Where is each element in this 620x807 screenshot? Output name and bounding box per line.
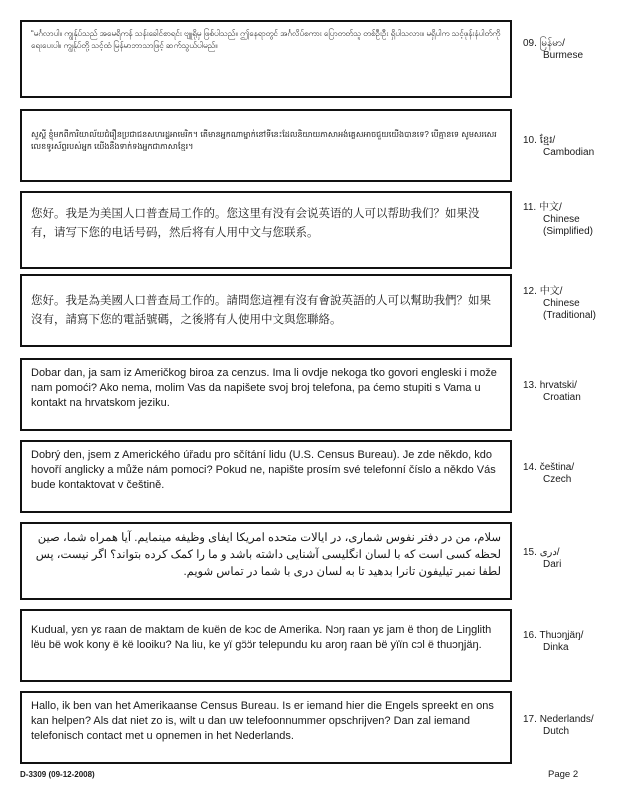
entry-label-dari [523,547,619,571]
entry-language: ខ្មែរ/ [539,135,556,146]
entry-box-dutch [20,691,512,764]
entry-label-chinese-traditional [523,286,603,322]
entry-language: 中文/ [538,202,562,213]
entry-number: 12. [523,286,537,297]
entry-text-czech: Dobrý den, jsem z Amerického úřadu pro sčítání lidu (U.S. Census Bureau). Je zde někdo, kdo hovoří anglicky a může nám pomoci? Pokud ne, napište prosím své telefonní číslo a někdo Vás bude kontaktovat v češtině. [31,449,496,491]
entry-english: Burmese [543,50,584,61]
entry-box-croatian [20,358,512,431]
entry-english: Dutch [543,726,570,737]
entry-label-dinka [523,630,619,654]
entry-number: 10. [523,135,537,146]
entry-language: Nederlands/ [539,714,594,725]
entry-language: hrvatski/ [539,380,577,391]
entry-label-chinese-simplified [523,202,603,238]
entry-text-dari: سلام، من در دفتر نفوس شماری، در ایالات متحده امریکا ایفای وظیفه مینمایم. آیا همراه شما، صین لحظه کسی است که با لسان انگلیسی آشنایی داشته باشد و ما را کمک کرده بتواند؟ اگر نیست، پس لطفا نمبر تیلیفون تانرا بدهید تا به لسان دری با شما در تماس شویم. [35,532,501,578]
entry-box-cambodian [20,109,512,182]
entry-label-cambodian [523,135,619,159]
entry-number: 09. [523,38,537,49]
entry-label-dutch [523,714,619,738]
entry-box-chinese-simplified [20,191,512,269]
page-number: Page 2 [548,769,579,780]
entry-language: 中文/ [539,286,563,297]
entry-label-croatian [523,380,619,404]
entry-english: Chinese (Simplified) [543,214,594,237]
entry-number: 14. [523,462,537,473]
entry-english: Croatian [543,392,581,403]
entry-language: Thuɔŋjäŋ/ [539,630,584,641]
entry-text-cambodian: សួស្តី ខ្ញុំមកពីការិយាល័យជំរឿនប្រជាជនសហរដ្ឋអាមេរិក។ តើមានអ្នកណាម្នាក់នៅទីនេះដែលនិយាយភាសាអង់គ្លេសអាចជួយយើងបានទេ? បើគ្មានទេ សូមសរសេរលេខទូរស័ព្ទរបស់អ្នក យើងនឹងទាក់ទងអ្នកជាភាសាខ្មែរ។ [31,130,497,151]
form-code: D-3309 (09-12-2008) [20,770,95,779]
entry-text-dinka: Kudual, yɛn yɛ raan de maktam de kuën de kɔc de Amerika. Nɔŋ raan yɛ jam ë thoŋ de Liŋglith lëu bë wok kony ë kë looiku? Na liu, ke yï gɔ̈ɔ̈r telepundu ku aroŋ raan bë yïïn cɔl ë thuɔŋjäŋ. [31,624,492,651]
entry-label-burmese [523,38,619,62]
entry-number: 13. [523,380,537,391]
entry-language: မြန်မာ/ [539,38,565,49]
entry-text-dutch: Hallo, ik ben van het Amerikaanse Census Bureau. Is er iemand hier die Engels spreekt en ons kan helpen? Als dat niet zo is, wilt u dan uw telefoonnummer opschrijven? Dan zal iemand telefonisch contact met u opnemen in het Nederlands. [31,700,494,742]
entry-text-burmese: “မင်္ဂလာပါ။ ကျွန်ုပ်သည် အမေရိကန် သန်းခေါင်စာရင်း ဗျူရိုမှ ဖြစ်ပါသည်။ ဤနေရာတွင် အင်္ဂလိပ်စကား ပြောတတ်သူ တစ်ဦးဦး ရှိပါသလား။ မရှိပါက သင့်ဖုန်းနံပါတ်ကို ရေးပေးပါ။ ကျွန်ုပ်တို့ သင့်ထံ မြန်မာဘာသာဖြင့် ဆက်သွယ်ပါမည်။ [31,29,501,50]
entry-text-chinese-traditional: 您好。我是為美國人口普查局工作的。請問您這裡有沒有會說英語的人可以幫助我們？如果沒有，請寫下您的電話號碼，之後將有人使用中文與您聯絡。 [31,295,491,326]
entry-english: Czech [543,474,572,485]
entry-number: 11. [523,202,537,213]
entry-text-croatian: Dobar dan, ja sam iz Američkog biroa za cenzus. Ima li ovdje nekoga tko govori engleski i može nam pomoći? Ako nema, molim Vas da napišete svoj broj telefona, pa ćemo stupiti s Vama u kontakt na hrvatskom jeziku. [31,367,497,409]
entry-box-chinese-traditional [20,274,512,347]
entry-number: 17. [523,714,537,725]
entry-number: 15. [523,547,537,558]
entry-text-chinese-simplified: 您好。我是为美国人口普查局工作的。您这里有没有会说英语的人可以帮助我们？如果没有，请写下您的电话号码，然后将有人用中文与您联系。 [31,208,480,239]
entry-english: Chinese (Traditional) [543,298,596,321]
entry-box-dari [20,522,512,600]
entry-box-czech [20,440,512,513]
entry-language: čeština/ [539,462,575,473]
entry-language: دری/ [539,547,560,558]
entry-english: Dinka [543,642,569,653]
entry-english: Cambodian [543,147,595,158]
entry-label-czech [523,462,619,486]
entry-box-burmese [20,20,512,98]
entry-number: 16. [523,630,537,641]
entry-box-dinka [20,609,512,682]
entry-english: Dari [543,559,562,570]
